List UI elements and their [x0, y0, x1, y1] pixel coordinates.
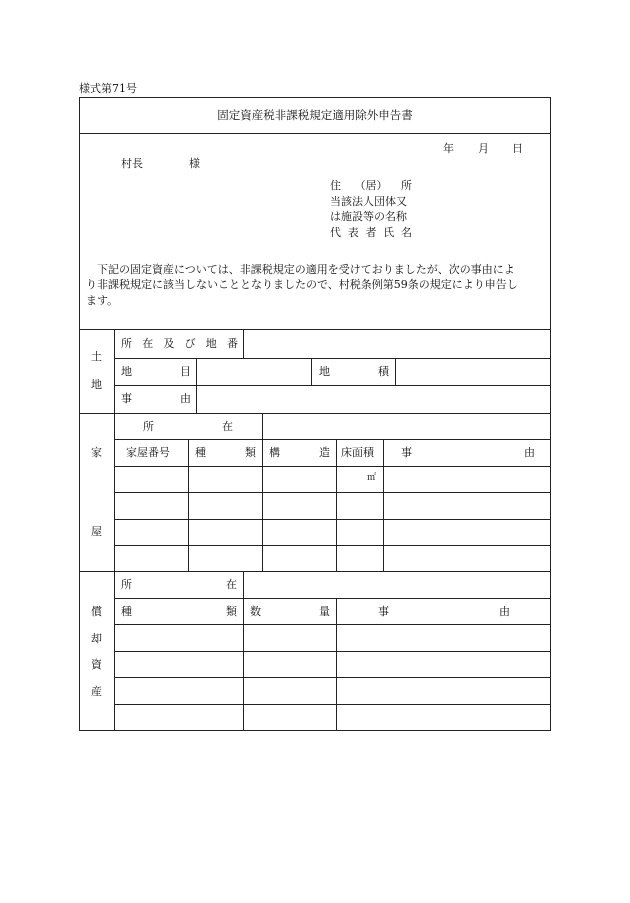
- land-label-1: 土: [91, 350, 102, 363]
- asset-quantity-header: 数 量: [250, 605, 330, 618]
- land-reason-label: 事 由: [121, 392, 191, 405]
- address-label: 住 （居） 所: [330, 179, 412, 192]
- land-location-label: 所 在 及 び 地 番: [121, 337, 238, 350]
- house-floor-area-header: 床面積: [341, 446, 374, 459]
- house-area-unit: ㎡: [367, 473, 377, 483]
- house-location-label: 所 在: [143, 420, 233, 433]
- honorific: 様: [189, 157, 200, 170]
- asset-label-3: 資: [91, 658, 102, 671]
- house-reason-header: 事 由: [401, 446, 535, 459]
- land-category-label: 地 目: [121, 365, 191, 378]
- asset-kind-header: 種 類: [121, 605, 237, 618]
- asset-location-label: 所 在: [121, 578, 237, 591]
- date-month: 月: [478, 142, 489, 155]
- body-text-3: ます。: [86, 294, 119, 307]
- org-name-label-2: は施設等の名称: [330, 210, 407, 223]
- date-day: 日: [512, 142, 523, 155]
- form-number: 様式第71号: [79, 82, 137, 95]
- house-label-1: 家: [91, 446, 102, 459]
- village-head: 村長: [121, 157, 143, 170]
- org-name-label-1: 当該法人団体又: [330, 195, 407, 208]
- land-label-2: 地: [91, 378, 102, 391]
- house-number-header: 家屋番号: [126, 446, 170, 459]
- house-kind-header: 種 類: [195, 446, 256, 459]
- house-structure-header: 構 造: [269, 446, 330, 459]
- body-text-2: り非課税規定に該当しないこととなりましたので、村税条例第59条の規定により申告し: [86, 278, 518, 291]
- representative-label: 代 表 者 氏 名: [330, 226, 412, 239]
- asset-reason-header: 事 由: [378, 605, 510, 618]
- asset-label-2: 却: [91, 632, 102, 645]
- form-title: 固定資産税非課税規定適用除外申告書: [217, 108, 413, 122]
- house-label-2: 屋: [91, 525, 102, 538]
- date-year: 年: [443, 142, 454, 155]
- land-area-label: 地 積: [319, 365, 389, 378]
- asset-label-1: 償: [91, 605, 102, 618]
- body-text-1: 下記の固定資産については、非課税規定の適用を受けておりましたが、次の事由によ: [97, 263, 515, 276]
- asset-label-4: 産: [91, 685, 102, 698]
